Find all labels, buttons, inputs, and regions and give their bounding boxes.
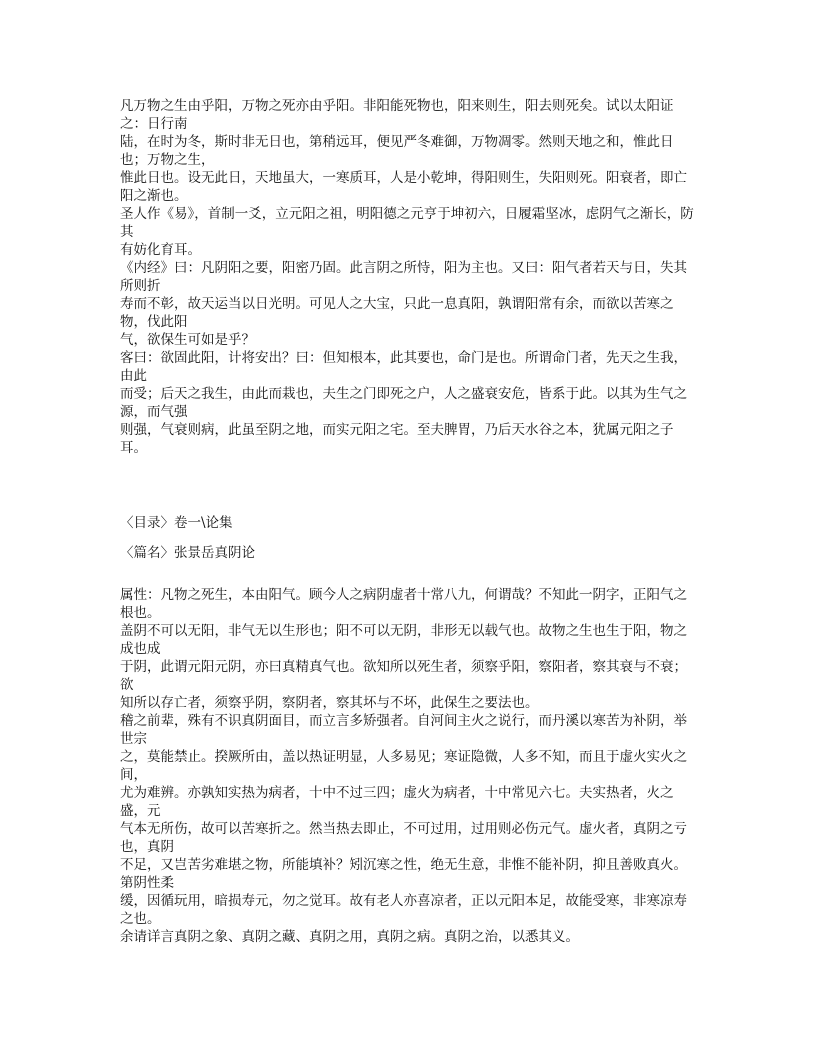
- paragraph-line: 缓，因循玩用，暗损寿元，勿之觉耳。故有老人亦喜凉者，正以元阳本足，故能受寒，非寒凉寿之也。: [120, 893, 687, 927]
- paragraph-line: 凡万物之生由乎阳，万物之死亦由乎阳。非阳能死物也，阳来则生，阳去则死矣。试以太阳证之：日行南: [120, 98, 674, 132]
- paragraph-line: 寿而不彰，故天运当以日光明。可见人之大宝，只此一息真阳，孰谓阳常有余，而欲以苦寒之物，伐此阳: [120, 296, 674, 330]
- spacer: [120, 562, 696, 586]
- paragraph-line: 于阴，此谓元阳元阴，亦曰真精真气也。欲知所以死生者，须察乎阳，察阳者，察其衰与不衰；欲: [120, 659, 687, 693]
- paragraph-line: 而受；后天之我生，由此而栽也，夫生之门即死之户，人之盛衰安危，皆系于此。以其为生气之源，而气强: [120, 386, 687, 420]
- paragraph-line: 则强，气衰则病，此虽至阴之地，而实元阳之宅。至夫脾胃，乃后天水谷之本，犹属元阳之子耳。: [120, 422, 674, 456]
- paragraph-line: 之，莫能禁止。揆厥所由，盖以热证明显，人多易见；寒证隐微，人多不知，而且于虚火实火之间，: [120, 749, 687, 783]
- paragraph-line: 圣人作《易》，首制一爻，立元阳之祖，明阳德之元亨于坤初六，日履霜坚冰，虑阴气之渐长，防其: [120, 206, 694, 240]
- paragraph-line: 属性：凡物之死生，本由阳气。顾今人之病阴虚者十常八九，何谓哉？不知此一阴字，正阳气之根也。: [120, 587, 687, 621]
- paragraph-line: 知所以存亡者，须察乎阴，察阴者，察其坏与不坏，此保生之要法也。: [120, 695, 539, 711]
- paragraph-line: 客曰：欲固此阳，计将安出？曰：但知根本，此其要也，命门是也。所谓命门者，先天之生我，由此: [120, 350, 687, 384]
- paragraph-line: 气本无所伤，故可以苦寒折之。然当热去即止，不可过用，过用则必伤元气。虚火者，真阴之亏也，真阴: [120, 821, 687, 855]
- paragraph-line: 盖阴不可以无阳，非气无以生形也；阳不可以无阴，非形无以载气也。故物之生也生于阳，物之成也成: [120, 623, 687, 657]
- paragraph-line: 不足，又岂苦劣难堪之物，所能填补？矧沉寒之性，绝无生意，非惟不能补阴，抑且善败真火。第阴性柔: [120, 857, 687, 891]
- paragraph-line: 《内经》曰：凡阴阳之要，阳密乃固。此言阴之所恃，阳为主也。又曰：阳气者若天与日，失其所则折: [120, 260, 687, 294]
- paragraph-line: 有妨化育耳。: [120, 242, 201, 258]
- paragraph-line: 惟此日也。设无此日，天地虽大，一寒质耳，人是小乾坤，得阳则生，失阳则死。阳衰者，即亡阳之渐也。: [120, 170, 687, 204]
- paragraph-line: 陆，在时为冬，斯时非无日也，第稍远耳，便见严冬难御，万物凋零。然则天地之和，惟此日也；万物之生，: [120, 134, 674, 168]
- paragraph-line: 尤为难辨。亦孰知实热为病者，十中不过三四；虚火为病者，十中常见六七。夫实热者，火之盛，元: [120, 785, 674, 819]
- paragraph-line: 稽之前辈，殊有不识真阴面目，而立言多矫强者。自河间主火之说行，而丹溪以寒苦为补阴，举世宗: [120, 713, 687, 747]
- article-title: 〈篇名〉张景岳真阴论: [120, 545, 255, 561]
- paragraph-line: 余请详言真阴之象、真阴之藏、真阴之用，真阴之病。真阴之治，以悉其义。: [120, 929, 579, 945]
- section-true-yin-essay: [120, 514, 696, 946]
- paragraph-line: 气，欲保生可如是乎？: [120, 332, 255, 348]
- section-yang-essay: [120, 97, 696, 457]
- catalog-heading: 〈目录〉卷一\论集: [120, 515, 233, 531]
